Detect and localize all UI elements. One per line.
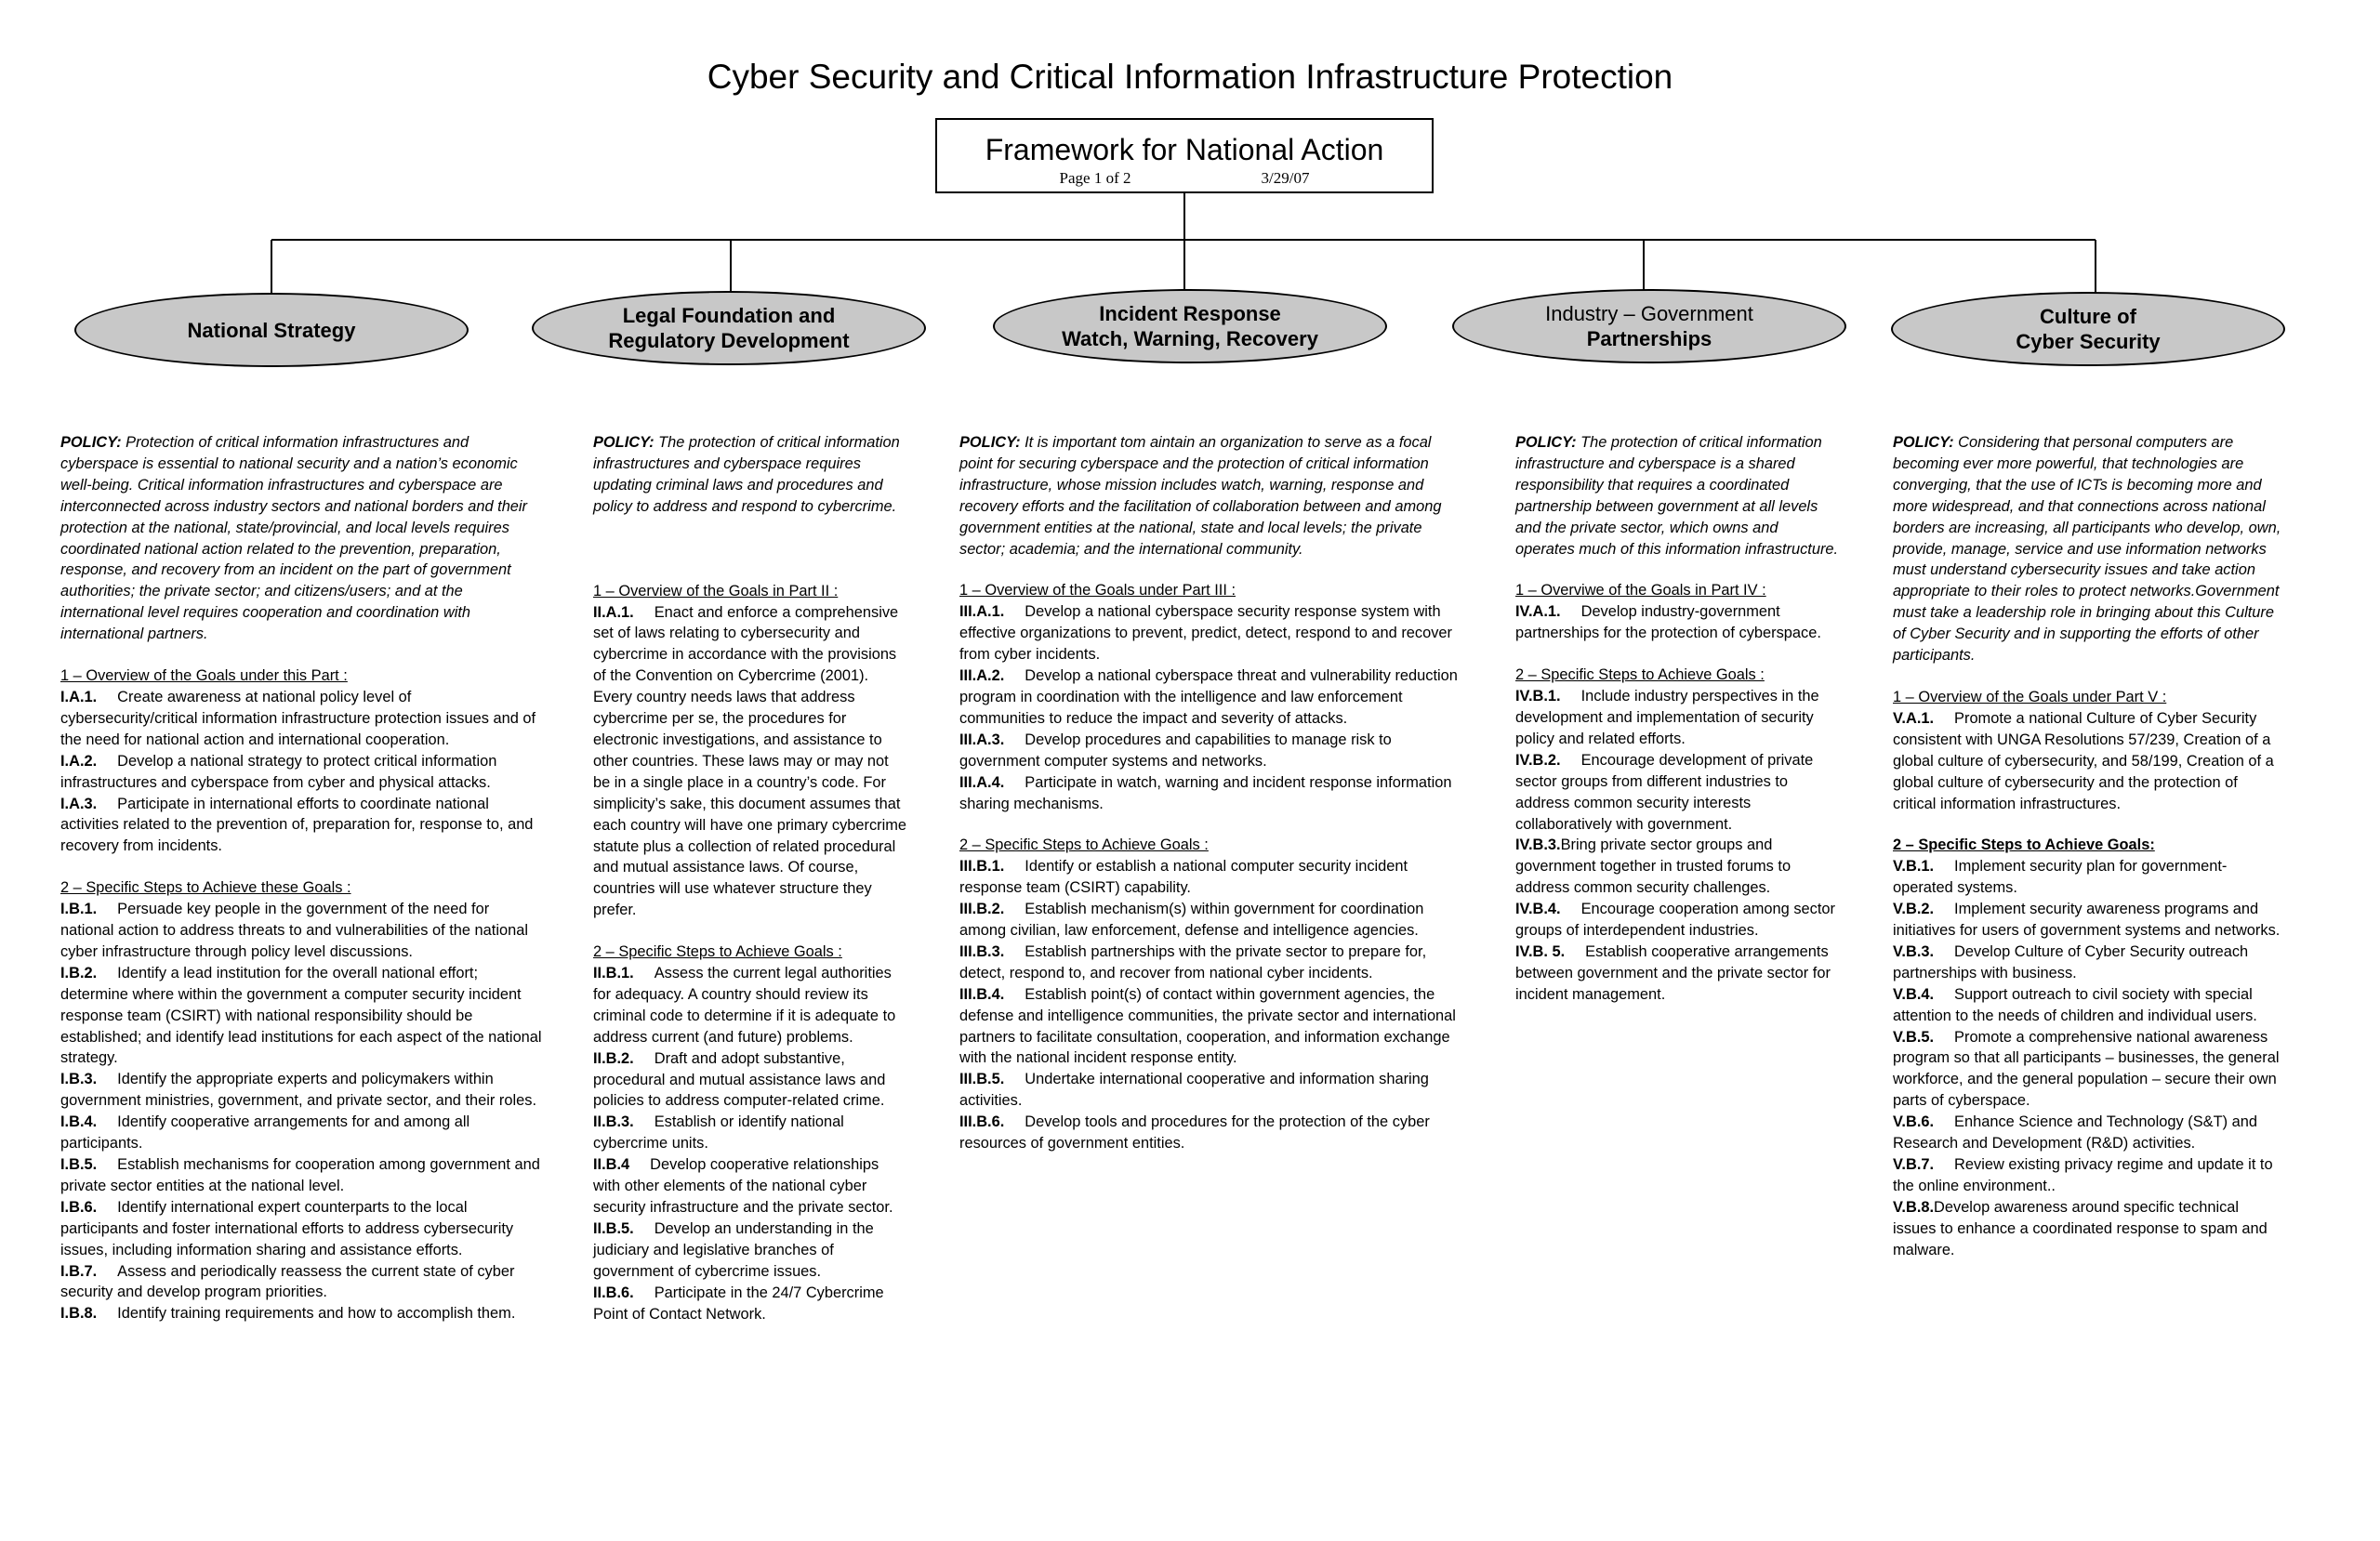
step-code: II.B.6. xyxy=(593,1284,634,1301)
steps-heading: 2 – Specific Steps to Achieve Goals : xyxy=(959,836,1209,854)
step-item xyxy=(1893,942,2283,984)
step-text: Identify a lead institution for the overall national effort; determine where within the government a computer security incident response team (CSIRT) with national responsibility should be established; and identify lead institutions for each aspect of the national strategy. xyxy=(60,964,542,1067)
step-item xyxy=(593,1283,909,1325)
step-code: II.B.5. xyxy=(593,1219,634,1237)
goal-item xyxy=(959,772,1466,815)
policy-body: The protection of critical information infrastructures and cyberspace requires updating criminal laws and procedures and policy to address and respond to cybercrime. xyxy=(593,434,900,515)
goal-code: III.A.3. xyxy=(959,731,1005,748)
step-item xyxy=(60,1261,544,1304)
goal-text: Create awareness at national policy level of cybersecurity/critical information infrastructure protection issues and of the need for national action and international cooperation. xyxy=(60,688,536,748)
step-item xyxy=(60,899,544,963)
step-item xyxy=(1893,856,2283,899)
goal-code: I.A.3. xyxy=(60,795,98,812)
goal-item xyxy=(1893,708,2283,815)
step-text: Identify cooperative arrangements for and among all participants. xyxy=(60,1113,470,1152)
category-incident-response xyxy=(993,289,1387,363)
category-label-line2: Regulatory Development xyxy=(608,329,850,352)
policy-label: POLICY: xyxy=(959,434,1021,451)
step-code: V.B.6. xyxy=(1893,1113,1935,1131)
step-code: II.B.1. xyxy=(593,965,634,982)
column-legal-foundation xyxy=(593,432,909,1324)
step-code: I.B.6. xyxy=(60,1198,98,1216)
step-code: III.B.5. xyxy=(959,1071,1005,1088)
policy-text xyxy=(1515,432,1841,560)
framework-subtitle xyxy=(937,169,1432,188)
category-label-line2: Cyber Security xyxy=(2016,330,2161,353)
step-text: Assess the current legal authorities for adequacy. A country should review its criminal code to determine if it is adequate to address current (and future) problems. xyxy=(593,965,896,1046)
category-label-line1: Culture of xyxy=(2040,305,2136,328)
step-item xyxy=(593,1112,909,1154)
step-item xyxy=(1515,899,1841,942)
step-code: I.B.1. xyxy=(60,901,98,918)
step-code: I.B.7. xyxy=(60,1262,98,1280)
step-text: Implement security plan for government- operated systems. xyxy=(1893,858,2228,897)
overview-heading: 1 – Overview of the Goals under Part V : xyxy=(1893,688,2167,705)
policy-body: The protection of critical information infrastructure and cyberspace is a shared responsibility that requires a coordinated partnership between government at all levels and the private sector, which owns and operates much of this information infrastructure. xyxy=(1515,434,1839,558)
category-label-line2: Partnerships xyxy=(1586,327,1712,350)
step-item xyxy=(1893,1112,2283,1154)
category-label-line2: Watch, Warning, Recovery xyxy=(1062,327,1318,350)
steps-heading: 2 – Specific Steps to Achieve Goals : xyxy=(593,943,842,961)
category-label-line1: Legal Foundation and xyxy=(622,304,836,327)
step-text: Assess and periodically reassess the current state of cyber security and develop program priorities. xyxy=(60,1262,515,1301)
goal-code: III.A.2. xyxy=(959,667,1005,685)
goal-item xyxy=(959,665,1466,730)
overview-heading: 1 – Overview of the Goals under Part III : xyxy=(959,582,1236,599)
step-text: Develop tools and procedures for the protection of the cyber resources of government entities. xyxy=(959,1113,1430,1152)
step-item xyxy=(593,963,909,1048)
step-item xyxy=(1515,835,1841,899)
step-code: III.B.3. xyxy=(959,942,1005,960)
goal-item xyxy=(593,602,909,922)
goal-code: III.A.4. xyxy=(959,773,1005,791)
column-national-strategy xyxy=(60,432,544,1324)
step-text: Develop awareness around specific technical issues to enhance a coordinated response to spam and malware. xyxy=(1893,1198,2268,1258)
category-industry-government xyxy=(1452,289,1846,363)
step-code: III.B.6. xyxy=(959,1113,1005,1131)
policy-label: POLICY: xyxy=(1893,434,1954,451)
column-incident-response xyxy=(959,432,1466,1154)
policy-label: POLICY: xyxy=(60,434,122,451)
step-text: Establish point(s) of contact within government agencies, the defense and intelligence communities, the private sector and international partners to facilitate consultation, cooperation, and information exchange with the national incident response entity. xyxy=(959,985,1456,1067)
steps-heading: 2 – Specific Steps to Achieve Goals : xyxy=(1515,666,1765,684)
step-item xyxy=(1893,984,2283,1027)
category-national-strategy xyxy=(74,293,469,367)
steps-heading: 2 – Specific Steps to Achieve Goals: xyxy=(1893,836,2155,854)
goal-code: IV.A.1. xyxy=(1515,603,1561,621)
page-title: Cyber Security and Critical Information Infrastructure Protection xyxy=(707,58,1673,96)
step-text: Identify international expert counterparts to the local participants and foster international efforts to address cybersecurity issues, including information sharing and assistance efforts. xyxy=(60,1198,514,1258)
step-item xyxy=(60,1112,544,1154)
step-code: I.B.5. xyxy=(60,1156,98,1173)
step-item xyxy=(1893,1027,2283,1113)
policy-label: POLICY: xyxy=(593,434,654,451)
framework-date: 3/29/07 xyxy=(1261,169,1310,187)
step-item xyxy=(1515,686,1841,750)
page-number: Page 1 of 2 xyxy=(1059,169,1131,187)
step-item xyxy=(959,1112,1466,1154)
goal-text: Develop a national strategy to protect critical information infrastructures and cyberspace from cyber and physical attacks. xyxy=(60,752,497,791)
step-item xyxy=(959,984,1466,1070)
column-industry-government xyxy=(1515,432,1841,1006)
step-text: Identify training requirements and how to accomplish them. xyxy=(117,1305,516,1323)
overview-heading: 1 – Overview of the Goals under this Part : xyxy=(60,667,348,685)
step-code: IV.B.1. xyxy=(1515,688,1561,705)
step-code: I.B.4. xyxy=(60,1113,98,1131)
goal-item xyxy=(959,730,1466,772)
step-item xyxy=(1893,899,2283,942)
policy-body: It is important tom aintain an organization to serve as a focal point for securing cyberspace and the protection of critical information infrastructure, whose mission includes watch, warning, response and recovery efforts and the facilitation of collaboration between and among government entities at the national, state and local levels; the private sector; academia; and the international community. xyxy=(959,434,1442,558)
step-item xyxy=(1515,750,1841,836)
goal-item xyxy=(60,794,544,858)
step-item xyxy=(959,942,1466,984)
category-legal-foundation xyxy=(532,291,926,365)
step-code: V.B.2. xyxy=(1893,901,1935,918)
step-text: Establish mechanism(s) within government for coordination among civilian, law enforcement, defense and intelligence agencies. xyxy=(959,901,1424,940)
goal-code: III.A.1. xyxy=(959,603,1005,621)
overview-heading: 1 – Overviwe of the Goals in Part IV : xyxy=(1515,582,1766,599)
overview-heading: 1 – Overview of the Goals in Part II : xyxy=(593,582,839,599)
step-item xyxy=(60,1197,544,1261)
step-item xyxy=(593,1154,909,1218)
step-code: I.B.3. xyxy=(60,1071,98,1088)
category-label: National Strategy xyxy=(187,318,356,342)
step-text: Establish mechanisms for cooperation among government and private sector entities at the national level. xyxy=(60,1156,540,1194)
policy-body: Protection of critical information infrastructures and cyberspace is essential to national security and a nation’s economic well-being. Critical information infrastructures and cyberspace are interconnected across industry sectors and national borders and their protection at the national, state/provincial, and local levels requires coordinated national action related to the prevention, preparation, response, and recovery from an incident on the part of government authorities; the private sector; and citizens/users; and at the international level requires cooperation and coordination with international partners. xyxy=(60,434,528,643)
steps-heading: 2 – Specific Steps to Achieve these Goals : xyxy=(60,879,351,897)
column-culture-of-cyber-security xyxy=(1893,432,2283,1261)
category-label-line1: Incident Response xyxy=(1099,302,1281,325)
policy-text xyxy=(1893,432,2283,666)
step-text: Persuade key people in the government of the need for national action to address threats to and vulnerabilities of the national cyber infrastructure through policy level discussions. xyxy=(60,901,528,960)
step-item xyxy=(593,1218,909,1283)
step-item xyxy=(60,1154,544,1197)
step-code: V.B.7. xyxy=(1893,1156,1935,1173)
step-text: Develop an understanding in the judiciary and legislative branches of government of cybercrime issues. xyxy=(593,1219,874,1280)
step-code: II.B.2. xyxy=(593,1049,634,1067)
goal-item xyxy=(60,687,544,751)
step-text: Enhance Science and Technology (S&T) and Research and Development (R&D) activities. xyxy=(1893,1113,2257,1152)
goal-text: Participate in watch, warning and incident response information sharing mechanisms. xyxy=(959,773,1452,812)
step-item xyxy=(593,1048,909,1113)
step-item xyxy=(1893,1197,2283,1261)
step-text: Participate in the 24/7 Cybercrime Point of Contact Network. xyxy=(593,1284,884,1323)
step-text: Identify the appropriate experts and policymakers within government ministries, government, and private sector, and their roles. xyxy=(60,1071,536,1110)
goal-code: I.A.1. xyxy=(60,688,98,705)
step-code: I.B.2. xyxy=(60,964,98,981)
step-text: Establish or identify national cybercrime units. xyxy=(593,1113,844,1152)
policy-text xyxy=(60,432,544,645)
step-text: Develop Culture of Cyber Security outreach partnerships with business. xyxy=(1893,942,2249,981)
goal-text: Develop industry-government partnerships for the protection of cyberspace. xyxy=(1515,603,1821,642)
goal-item xyxy=(959,601,1466,665)
step-code: IV.B.3. xyxy=(1515,836,1561,854)
goal-item xyxy=(1515,601,1841,644)
step-text: Include industry perspectives in the development and implementation of security policy and related efforts. xyxy=(1515,688,1819,747)
goal-text: Participate in international efforts to coordinate national activities related to the prevention of, preparation for, response to, and recovery from incidents. xyxy=(60,795,534,855)
step-text: Establish partnerships with the private sector to prepare for, detect, respond to, and recover from national cyber incidents. xyxy=(959,942,1427,981)
step-code: IV.B.4. xyxy=(1515,901,1561,918)
step-code: II.B.4 xyxy=(593,1156,630,1174)
step-text: Identify or establish a national computer security incident response team (CSIRT) capability. xyxy=(959,858,1408,897)
step-item xyxy=(959,856,1466,899)
goal-text: Develop procedures and capabilities to manage risk to government computer systems and networks. xyxy=(959,731,1392,770)
policy-text xyxy=(959,432,1466,560)
policy-label: POLICY: xyxy=(1515,434,1577,451)
step-text: Encourage development of private sector groups from different industries to address common security interests collaboratively with government. xyxy=(1515,751,1814,833)
step-code: I.B.8. xyxy=(60,1305,98,1323)
step-code: V.B.5. xyxy=(1893,1028,1935,1046)
goal-item xyxy=(60,751,544,794)
goal-text: Develop a national cyberspace threat and vulnerability reduction program in coordination with the intelligence and law enforcement communities to reduce the impact and severity of attacks. xyxy=(959,667,1458,727)
goal-code: V.A.1. xyxy=(1893,709,1935,727)
step-code: III.B.2. xyxy=(959,901,1005,918)
goal-text: Promote a national Culture of Cyber Security consistent with UNGA Resolutions 57/239, Creation of a global culture of cybersecurity, and 58/199, Creation of a global culture of cybersecurity and the protection of critical information infrastructures. xyxy=(1893,709,2274,812)
step-text: Encourage cooperation among sector groups of interdependent industries. xyxy=(1515,901,1835,940)
step-text: Support outreach to civil society with special attention to the needs of children and individual users. xyxy=(1893,985,2257,1024)
policy-text xyxy=(593,432,909,518)
step-code: IV.B. 5. xyxy=(1515,942,1566,960)
category-culture-of-cyber-security xyxy=(1891,292,2285,366)
step-text: Draft and adopt substantive, procedural and mutual assistance laws and policies to address computer-related crime. xyxy=(593,1049,886,1110)
step-item xyxy=(60,1303,544,1324)
goal-code: I.A.2. xyxy=(60,752,98,770)
goal-code: II.A.1. xyxy=(593,603,634,621)
step-code: V.B.8. xyxy=(1893,1198,1935,1216)
step-code: V.B.3. xyxy=(1893,942,1935,960)
step-text: Promote a comprehensive national awareness program so that all participants – businesses, the general workforce, and the general population – secure their own parts of cyberspace. xyxy=(1893,1028,2280,1110)
step-text: Undertake international cooperative and information sharing activities. xyxy=(959,1071,1429,1110)
step-text: Establish cooperative arrangements between government and the private sector for incident management. xyxy=(1515,942,1831,1003)
step-code: V.B.1. xyxy=(1893,858,1935,876)
goal-text: Enact and enforce a comprehensive set of laws relating to cybersecurity and cybercrime in accordance with the provisions of the Convention on Cybercrime (2001). Every country needs laws that address cybercrime per se, the procedures for electronic investigations, and assistance to other countries. These laws may or may not be in a single place in a country’s code. For simplicity’s sake, this document assumes that each country will have one primary cybercrime statute plus a collection of related procedural and mutual assistance laws. Of course, countries will use whatever structure they prefer. xyxy=(593,603,907,919)
framework-box xyxy=(935,118,1434,193)
step-item xyxy=(959,899,1466,942)
framework-title: Framework for National Action xyxy=(985,133,1384,166)
step-item xyxy=(60,1069,544,1112)
step-code: II.B.3. xyxy=(593,1113,634,1131)
step-item xyxy=(1515,942,1841,1006)
step-item xyxy=(60,963,544,1070)
policy-body: Considering that personal computers are becoming ever more powerful, that technologies are converging, that the use of ICTs is becoming more and more widespread, and that connections across national borders are increasing, all participants who develop, own, provide, manage, service and use information networks must understand cybersecurity issues and take action appropriate to their roles to protect networks.Government must take a leadership role in bringing about this Culture of Cyber Security and in supporting the efforts of other participants. xyxy=(1893,434,2281,665)
step-code: III.B.4. xyxy=(959,985,1005,1003)
step-text: Review existing privacy regime and update it to the online environment.. xyxy=(1893,1156,2273,1194)
step-item xyxy=(1893,1154,2283,1197)
step-item xyxy=(959,1069,1466,1112)
goal-text: Develop a national cyberspace security response system with effective organizations to prevent, predict, detect, respond to and recover from cyber incidents. xyxy=(959,603,1452,664)
step-code: V.B.4. xyxy=(1893,985,1935,1003)
category-label-line1: Industry – Government xyxy=(1545,302,1753,325)
step-code: IV.B.2. xyxy=(1515,751,1561,769)
step-text: Develop cooperative relationships with other elements of the national cyber security infrastructure and the private sector. xyxy=(593,1156,893,1216)
step-code: III.B.1. xyxy=(959,858,1005,876)
step-text: Bring private sector groups and government together in trusted forums to address common security challenges. xyxy=(1515,836,1792,897)
step-text: Implement security awareness programs and initiatives for users of government systems and networks. xyxy=(1893,901,2281,940)
